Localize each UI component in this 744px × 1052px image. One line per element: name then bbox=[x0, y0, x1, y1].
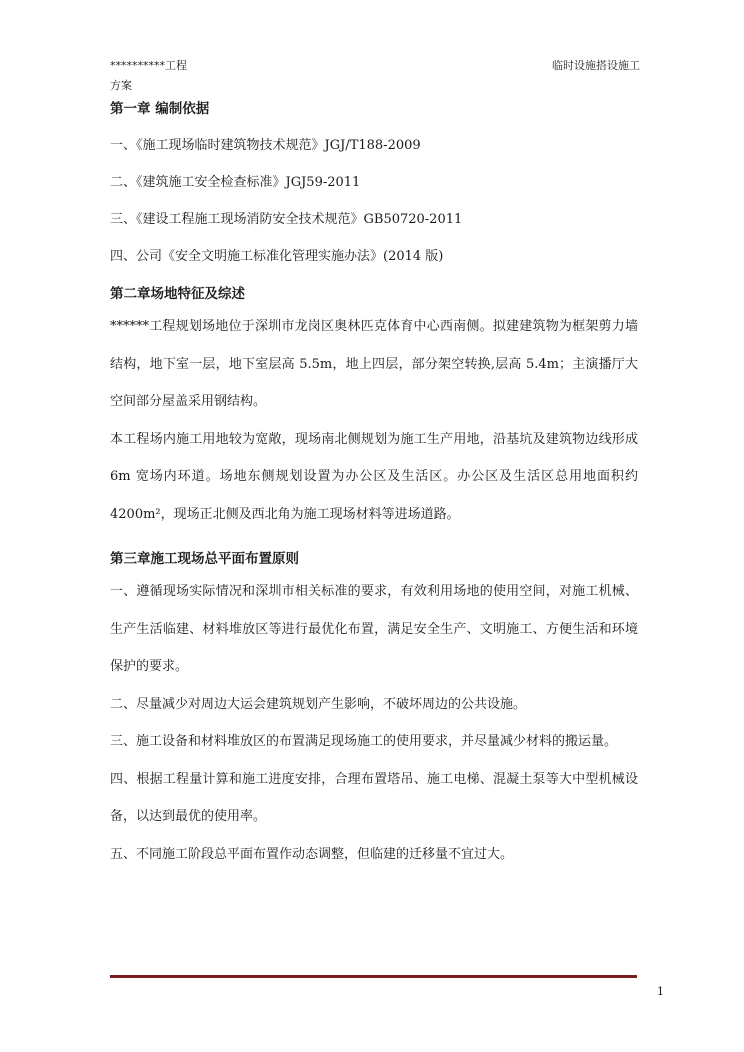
header-document-title-continued: 方案 bbox=[110, 79, 132, 92]
page-number: 1 bbox=[657, 985, 664, 998]
footer-rule bbox=[110, 975, 637, 978]
site-description-paragraph: ******工程规划场地位于深圳市龙岗区奥林匹克体育中心西南侧。拟建建筑物为框架剪力墙结构，地下室一层，地下室层高 5.5m，地上四层，部分架空转换,层高 5.4m；主演播厅大空间部分屋盖采用钢结构。 bbox=[110, 319, 638, 409]
principle-paragraph: 四、根据工程量计算和施工进度安排，合理布置塔吊、施工电梯、混凝土泵等大中型机械设备，以达到最优的使用率。 bbox=[110, 771, 638, 824]
site-layout-paragraph: 本工程场内施工用地较为宽敞，现场南北侧规划为施工生产用地，沿基坑及建筑物边线形成 6m 宽场内环道。场地东侧规划设置为办公区及生活区。办公区及生活区总用地面积约 4200m²，现场正北侧及西北角为施工现场材料等进场道路。 bbox=[110, 431, 638, 522]
reference-item: 一、《施工现场临时建筑物技术规范》JGJ/T188-2009 bbox=[110, 138, 421, 153]
chapter-2-heading: 第二章场地特征及综述 bbox=[110, 286, 245, 302]
principle-paragraph: 二、尽量减少对周边大运会建筑规划产生影响，不破坏周边的公共设施。 bbox=[110, 696, 527, 712]
principle-paragraph: 三、施工设备和材料堆放区的布置满足现场施工的使用要求，并尽量减少材料的搬运量。 bbox=[110, 734, 618, 749]
principle-paragraph: 五、不同施工阶段总平面布置作动态调整，但临建的迁移量不宜过大。 bbox=[110, 846, 514, 862]
document-body bbox=[110, 99, 638, 873]
header-document-title: 临时设施搭设施工 bbox=[552, 59, 640, 72]
principle-paragraph: 一、遵循现场实际情况和深圳市相关标准的要求，有效利用场地的使用空间，对施工机械、生产生活临建、材料堆放区等进行最优化布置，满足安全生产、文明施工、方便生活和环境保护的要求。 bbox=[110, 584, 638, 674]
chapter-3-heading: 第三章施工现场总平面布置原则 bbox=[110, 551, 299, 567]
reference-item: 四、公司《安全文明施工标准化管理实施办法》(2014 版) bbox=[110, 249, 444, 264]
reference-item: 二、《建筑施工安全检查标准》JGJ59-2011 bbox=[110, 175, 361, 190]
header-project-name: **********工程 bbox=[110, 59, 187, 72]
chapter-1-heading: 第一章 编制依据 bbox=[110, 101, 210, 117]
reference-item: 三、《建设工程施工现场消防安全技术规范》GB50720-2011 bbox=[110, 212, 463, 227]
